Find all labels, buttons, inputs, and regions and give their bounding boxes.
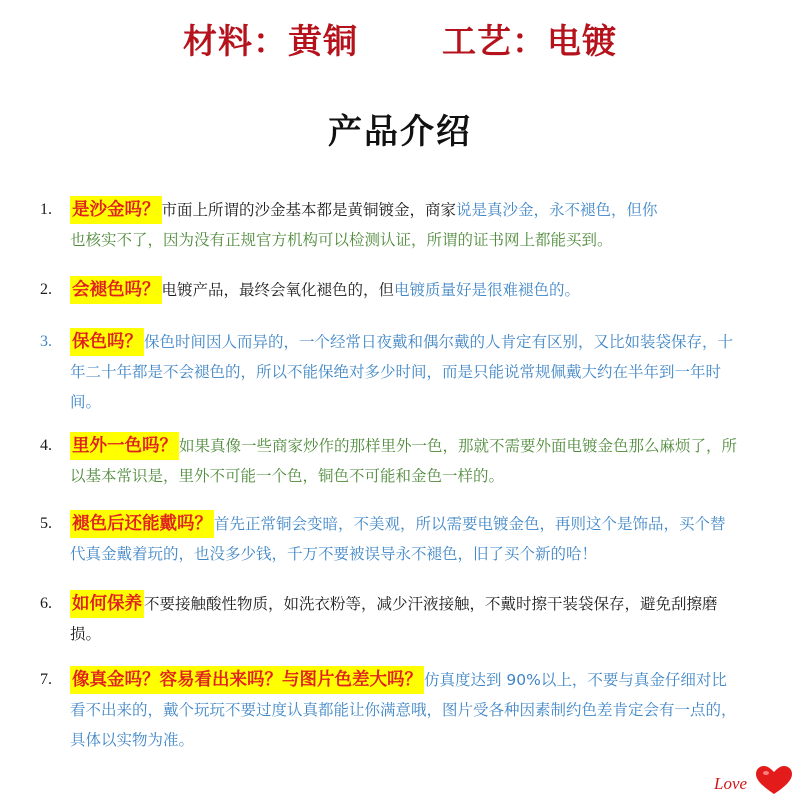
faq-item-7 (40, 665, 740, 755)
item-number: 4. (40, 437, 52, 454)
answer-text: 如果真像一些商家炒作的那样里外一色，那就不需要外面电镀金色那么麻烦了，所以基本常识是，里外不可能一个色，铜色不可能和金色一样的。 (70, 437, 738, 485)
answer-text: 首先正常铜会变暗，不美观，所以需要电镀金色，再则这个是饰品，买个替代真金戴着玩的，也没多少钱，千万不要被误导永不褪色，旧了买个新的哈！ (70, 515, 726, 563)
question-label: 是沙金吗？ (70, 196, 162, 224)
process-label: 工艺：电镀 (442, 22, 617, 62)
header-line (0, 14, 800, 63)
item-number: 6. (40, 595, 52, 612)
question-label: 保色吗？ (70, 328, 144, 356)
love-heart-logo (714, 764, 794, 796)
answer-text: 电镀产品，最终会氧化褪色的，但 (161, 281, 395, 299)
answer-text: 仿真度达到 90%以上，不要与真金仔细对比看不出来的，戴个玩玩不要过度认真都能让你满意哦，图片受各种因素制约色差肯定会有一点的，具体以实物为准。 (70, 671, 737, 749)
page-title: 产品介绍 (328, 112, 472, 152)
item-number: 3. (40, 333, 52, 350)
answer-text: 不要接触酸性物质，如洗衣粉等，减少汗液接触，不戴时擦干装袋保存，避免刮擦磨损。 (70, 595, 718, 643)
item-number: 5. (40, 515, 52, 532)
answer-text-highlight: 说是真沙金，永不褪色，但你 (456, 201, 658, 219)
item-number: 1. (40, 201, 52, 218)
answer-text: 保色时间因人而异的，一个经常日夜戴和偶尔戴的人肯定有区别，又比如装袋保存，十年二十年都是不会褪色的，所以不能保绝对多少时间，而是只能说常规佩戴大约在半年到一年时间。 (70, 333, 734, 411)
faq-item-2 (40, 275, 740, 305)
material-label: 材料：黄铜 (183, 22, 358, 62)
question-label: 如何保养 (70, 590, 144, 618)
question-label: 里外一色吗？ (70, 432, 179, 460)
faq-item-5 (40, 509, 740, 569)
answer-text: 市面上所谓的沙金基本都是黄铜镀金，商家 (161, 201, 457, 219)
faq-item-1 (40, 195, 740, 255)
answer-text-highlight: 电镀质量好是很难褪色的。 (394, 281, 581, 299)
faq-item-4 (40, 431, 740, 491)
question-label: 像真金吗？容易看出来吗？与图片色差大吗？ (70, 666, 424, 694)
answer-text-cont: 也核实不了，因为没有正规官方机构可以检测认证，所谓的证书网上都能买到。 (70, 231, 613, 249)
question-label: 褪色后还能戴吗？ (70, 510, 214, 538)
question-label: 会褪色吗？ (70, 276, 162, 304)
faq-item-3 (40, 327, 740, 417)
faq-item-6 (40, 589, 740, 649)
heart-icon (756, 766, 792, 794)
love-text: Love (714, 774, 748, 793)
item-number: 7. (40, 671, 52, 688)
item-number: 2. (40, 281, 52, 298)
